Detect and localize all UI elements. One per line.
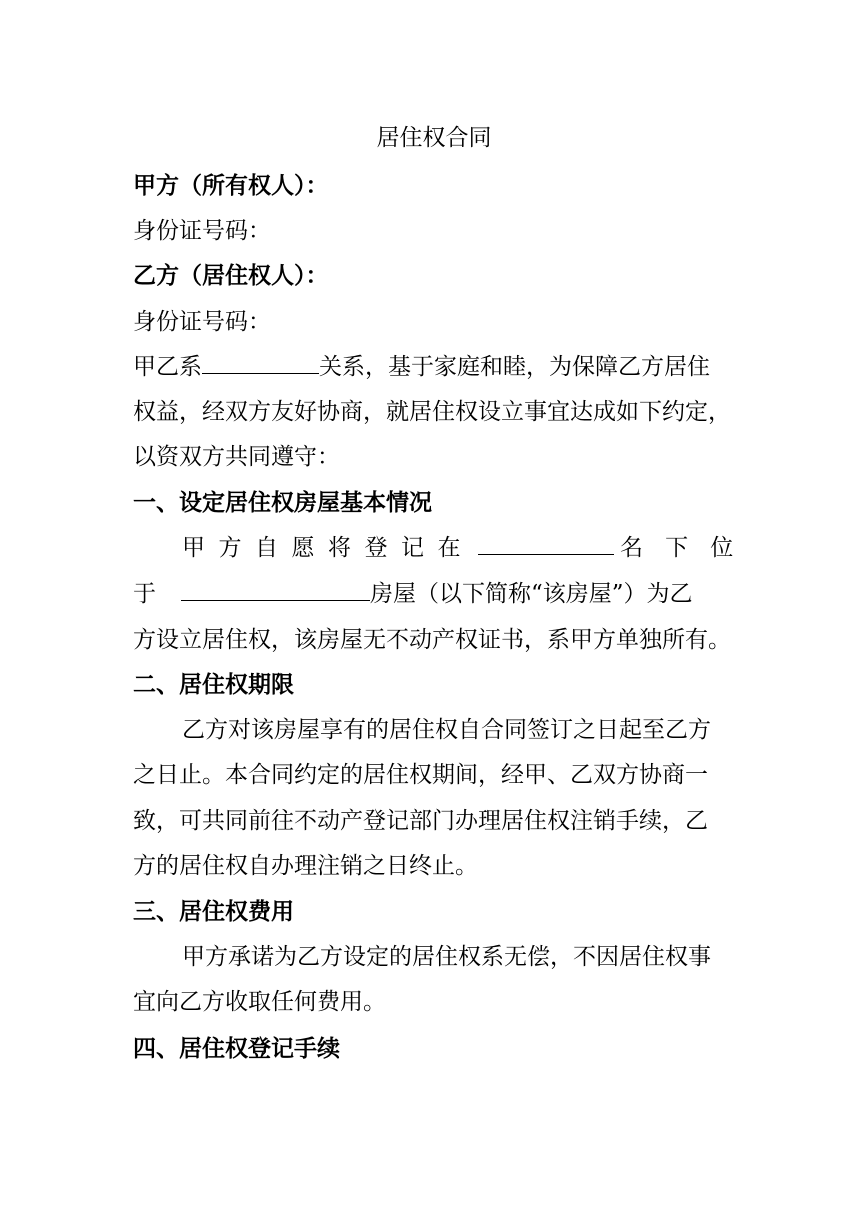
section-1-line-1 (182, 531, 739, 565)
party-a-label: 甲方（所有权人）： (133, 172, 329, 199)
section-3-heading: 三、居住权费用 (133, 898, 294, 925)
section-2-line-1: 乙方对该房屋享有的居住权自合同签订之日起至乙方 (182, 717, 711, 743)
party-a-id-label: 身份证号码： (133, 218, 271, 244)
section-1-char: 甲 (182, 535, 205, 561)
section-1-char: 将 (328, 535, 351, 561)
section-1-char: 在 (437, 535, 461, 561)
preamble-prefix: 甲乙系 (133, 354, 202, 380)
section-1-char: 下 (665, 535, 689, 561)
section-1-char: 方 (218, 535, 242, 561)
section-1-char: 名 (619, 535, 643, 561)
section-1-line-2 (133, 577, 739, 611)
section-1-line-2-start: 于 (133, 581, 156, 607)
owner-name-blank (478, 534, 614, 555)
section-1-line-2-after: 房屋（以下简称“该房屋”）为乙 (370, 581, 693, 607)
section-1-char: 自 (255, 535, 278, 561)
section-2-line-2: 之日止。本合同约定的居住权期间，经甲、乙双方协商一 (133, 762, 708, 788)
preamble-suffix: 关系，基于家庭和睦，为保障乙方居住 (319, 354, 710, 380)
section-3-line-1: 甲方承诺为乙方设定的居住权系无偿，不因居住权事 (182, 944, 711, 970)
property-address-blank (181, 580, 370, 601)
relationship-blank (202, 353, 319, 374)
section-4-heading: 四、居住权登记手续 (133, 1035, 340, 1062)
preamble-line-3: 以资双方共同遵守： (133, 444, 340, 470)
section-2-line-3: 致，可共同前往不动产登记部门办理居住权注销手续，乙 (133, 808, 708, 834)
section-3-line-2: 宜向乙方收取任何费用。 (133, 989, 386, 1015)
section-1-line-3: 方设立居住权，该房屋无不动产权证书，系甲方单独所有。 (133, 627, 731, 653)
section-1-heading: 一、设定居住权房屋基本情况 (133, 489, 432, 516)
party-b-label: 乙方（居住权人）： (133, 262, 329, 289)
section-1-char: 登 (364, 535, 388, 561)
document-title: 居住权合同 (376, 125, 492, 151)
section-2-line-4: 方的居住权自办理注销之日终止。 (133, 853, 478, 879)
preamble-line-2: 权益，经双方友好协商，就居住权设立事宜达成如下约定， (133, 399, 731, 425)
section-1-char: 位 (710, 535, 734, 561)
section-1-char: 记 (401, 535, 424, 561)
section-2-heading: 二、居住权期限 (133, 671, 294, 698)
section-1-char: 愿 (291, 535, 315, 561)
party-b-id-label: 身份证号码： (133, 309, 271, 335)
preamble-line-1 (133, 350, 739, 384)
